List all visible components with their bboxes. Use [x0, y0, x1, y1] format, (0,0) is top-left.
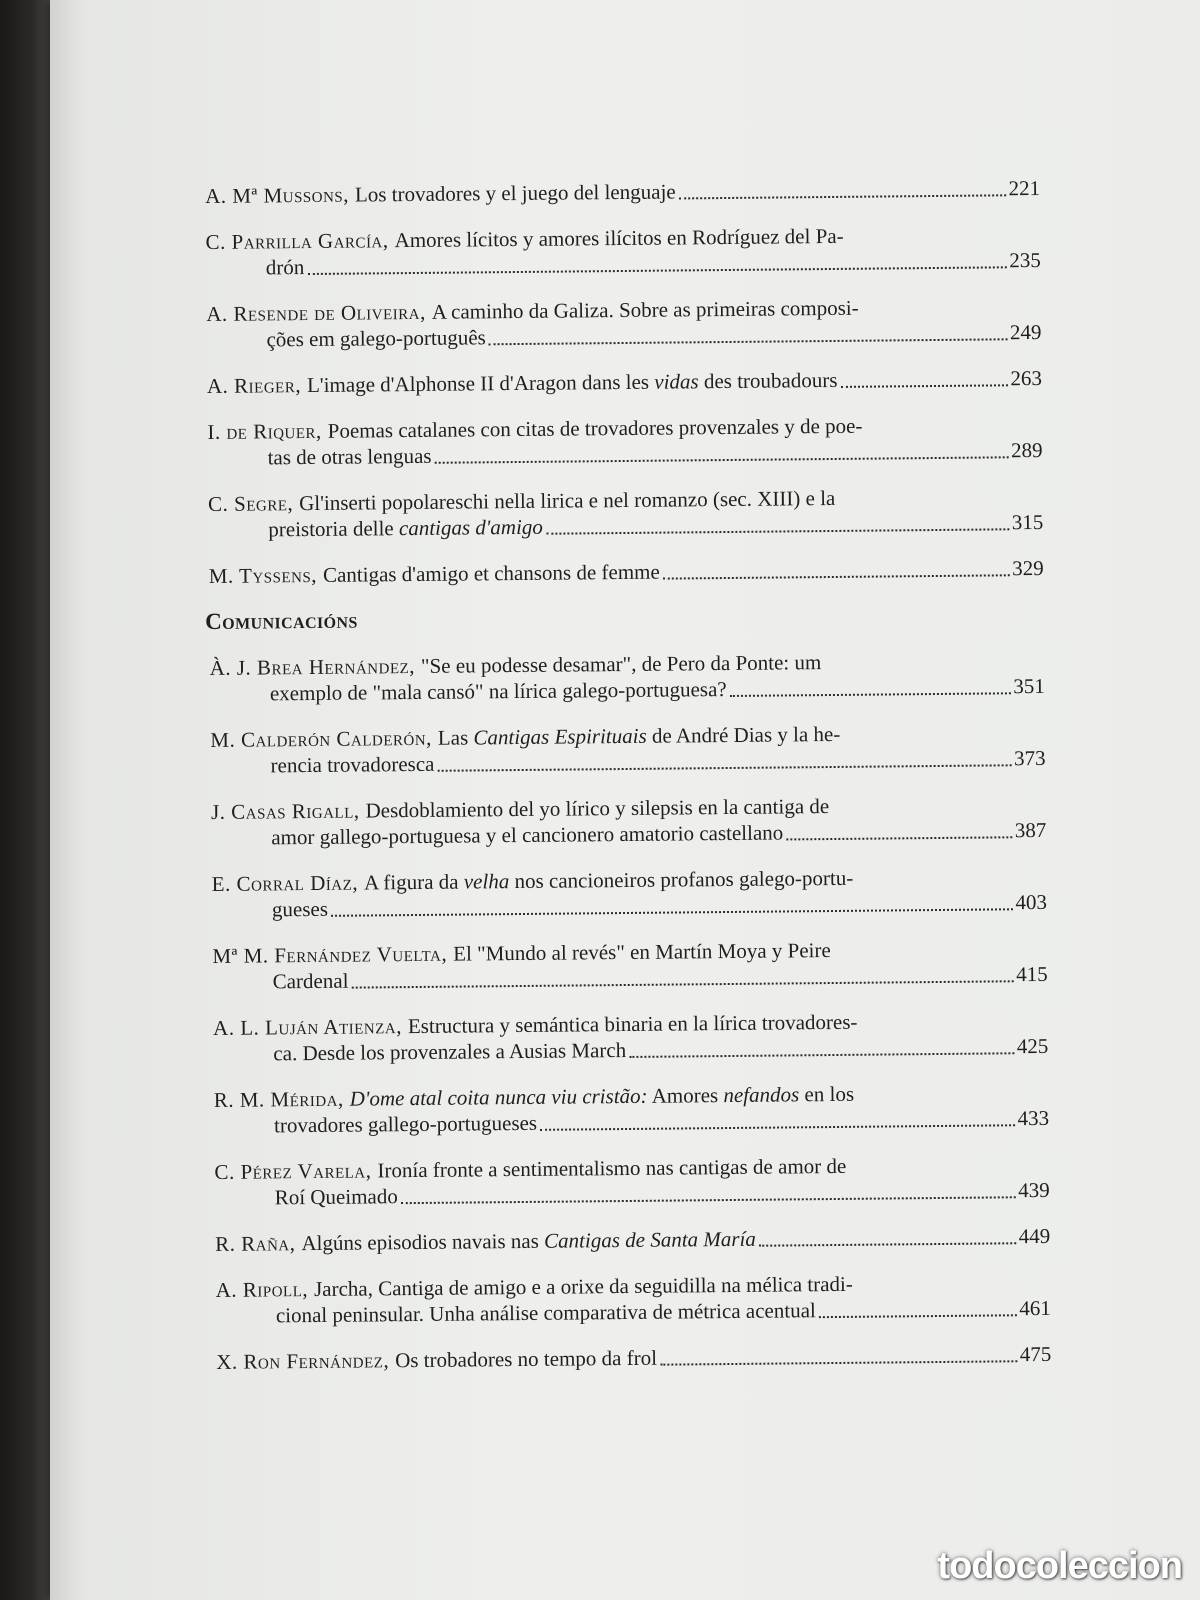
entry-title: L'image d'Alphonse II d'Aragon dans les vidas des troubadours	[306, 367, 838, 398]
dot-leader	[679, 194, 1006, 199]
entry-page-number: 329	[1012, 555, 1044, 581]
entry-author: C. Pérez Varela,	[214, 1158, 372, 1184]
entry-author: X. Ron Fernández,	[216, 1348, 390, 1374]
toc-entry	[214, 1079, 1049, 1139]
entry-title: Desdoblamiento del yo lírico y silepsis en la cantiga de	[365, 794, 830, 823]
entry-author: A. Rieger,	[206, 373, 302, 398]
toc-entry-line	[207, 365, 1042, 399]
entry-author: R. Raña,	[215, 1231, 296, 1256]
dot-leader	[759, 1242, 1016, 1246]
entry-page-number: 403	[1015, 889, 1048, 915]
entry-page-number: 449	[1018, 1223, 1051, 1249]
entry-title: D'ome atal coita nunca viu cristão: Amores nefandos en los	[349, 1081, 855, 1111]
entry-page-number: 461	[1019, 1295, 1051, 1321]
toc-list-ponencias	[205, 175, 1044, 589]
toc-entry	[212, 863, 1047, 923]
dot-leader	[546, 528, 1009, 534]
dot-leader	[331, 908, 1012, 917]
entry-title: cional peninsular. Unha análise comparativa de métrica acentual	[275, 1298, 816, 1328]
dot-leader	[352, 980, 1014, 988]
table-of-contents	[205, 175, 1052, 1395]
toc-entry	[215, 1223, 1050, 1257]
entry-author: E. Corral Díaz,	[211, 870, 359, 896]
dot-leader	[435, 456, 1009, 464]
entry-title: Os trobadores no tempo da frol	[395, 1345, 658, 1373]
dot-leader	[663, 574, 1009, 579]
entry-author: A. Mª Mussons,	[205, 182, 350, 208]
toc-entry-line	[215, 1223, 1050, 1257]
entry-author: M. Tyssens,	[208, 562, 318, 588]
toc-entry	[216, 1341, 1051, 1375]
entry-page-number: 433	[1017, 1105, 1050, 1131]
dot-leader	[401, 1196, 1015, 1204]
entry-title: trovadores gallego-portugueses	[273, 1110, 538, 1138]
dot-leader	[307, 266, 1006, 275]
entry-title: Algúns episodios navais nas Cantigas de Santa María	[301, 1226, 756, 1256]
dot-leader	[437, 764, 1011, 772]
entry-title: Cardenal	[272, 968, 349, 994]
entry-page-number: 289	[1010, 437, 1043, 463]
entry-author: Mª M. Fernández Vuelta,	[212, 941, 448, 968]
entry-author: A. Ripoll,	[215, 1277, 309, 1302]
entry-title: Cantigas d'amigo et chansons de femme	[322, 559, 660, 587]
section-heading: Comunicacións	[205, 607, 358, 635]
entry-title: Roí Queimado	[274, 1184, 398, 1210]
entry-page-number: 439	[1018, 1177, 1050, 1203]
entry-page-number: 235	[1009, 247, 1041, 273]
entry-title: drón	[265, 255, 305, 280]
entry-title: Estructura y semántica binaria en la lírica trovadores-	[407, 1009, 858, 1039]
dot-leader	[730, 692, 1011, 697]
watermark-logo: todocoleccion	[937, 1545, 1182, 1587]
toc-entry	[210, 647, 1045, 707]
entry-page-number: 315	[1011, 509, 1044, 535]
entry-title: rencia trovadoresca	[270, 751, 435, 778]
entry-title: amor gallego-portuguesa y el cancionero amatorio castellano	[271, 820, 784, 850]
entry-title: ca. Desde los provenzales a Ausias March	[273, 1037, 627, 1066]
entry-page-number: 387	[1014, 817, 1047, 843]
toc-entry-line	[216, 1341, 1051, 1375]
entry-page-number: 425	[1016, 1033, 1049, 1059]
dot-leader	[660, 1360, 1017, 1365]
toc-entry	[211, 791, 1046, 851]
toc-list-comunicacions	[210, 647, 1052, 1375]
dot-leader	[819, 1314, 1017, 1318]
entry-title: Las Cantigas Espirituais de André Dias y la he-	[437, 721, 841, 750]
entry-title: Amores lícitos y amores ilícitos en Rodríguez del Pa-	[394, 223, 844, 253]
entry-title: preistoria delle cantigas d'amigo	[268, 514, 543, 542]
toc-entry	[205, 221, 1040, 281]
toc-entry	[212, 935, 1047, 995]
toc-entry	[208, 483, 1043, 543]
toc-entry-line	[209, 555, 1044, 589]
toc-entry	[210, 719, 1045, 779]
entry-page-number: 221	[1008, 175, 1041, 201]
entry-page-number: 263	[1010, 365, 1043, 391]
toc-entry	[207, 411, 1042, 471]
entry-page-number: 249	[1009, 319, 1042, 345]
entry-title: A figura da velha nos cancioneiros profanos galego-portu-	[363, 865, 854, 895]
dot-leader	[489, 338, 1007, 345]
entry-title: tas de otras lenguas	[267, 443, 432, 470]
dot-leader	[786, 836, 1012, 840]
entry-title: "Se eu podesse desamar", de Pero da Ponte: um	[420, 650, 822, 678]
toc-entry	[214, 1151, 1049, 1211]
dot-leader	[629, 1052, 1014, 1058]
entry-author: À. J. Brea Hernández,	[209, 654, 416, 680]
entry-title: Gl'inserti popolareschi nella lirica e nel romanzo (sec. XIII) e la	[299, 485, 836, 516]
toc-entry	[213, 1007, 1048, 1067]
toc-entry	[216, 1269, 1051, 1329]
entry-title: Ironía fronte a sentimentalismo nas cantigas de amor de	[377, 1153, 847, 1183]
toc-entry	[206, 293, 1041, 353]
entry-author: A. L. Luján Atienza,	[212, 1014, 403, 1040]
entry-author: M. Calderón Calderón,	[210, 725, 432, 752]
entry-title: El "Mundo al revés" en Martín Moya y Peire	[453, 938, 831, 966]
entry-author: C. Parrilla García,	[205, 228, 389, 254]
entry-title: ções em galego-português	[266, 325, 486, 352]
entry-page-number: 415	[1016, 961, 1048, 987]
entry-title: exemplo de "mala cansó" na lírica galego-portuguesa?	[269, 677, 727, 706]
entry-author: I. de Riquer,	[207, 418, 322, 444]
entry-title: Los trovadores y el juego del lenguaje	[354, 179, 676, 207]
entry-page-number: 475	[1019, 1341, 1052, 1367]
entry-author: R. M. Mérida,	[213, 1086, 344, 1112]
entry-title: Jarcha, Cantiga de amigo e a orixe da seguidilla na mélica tradi-	[313, 1271, 853, 1302]
entry-title: A caminho da Galiza. Sobre as primeiras composi-	[431, 295, 859, 324]
entry-title: gueses	[271, 896, 329, 922]
dot-leader	[540, 1124, 1014, 1131]
toc-entry	[207, 365, 1042, 399]
entry-title: Poemas catalanes con citas de trovadores provenzales y de poe-	[327, 413, 863, 443]
entry-author: A. Resende de Oliveira,	[206, 299, 426, 326]
dot-leader	[840, 384, 1007, 388]
entry-author: C. Segre,	[207, 491, 294, 516]
entry-author: J. Casas Rigall,	[210, 798, 360, 824]
toc-entry	[209, 555, 1044, 589]
entry-page-number: 351	[1013, 673, 1045, 699]
entry-page-number: 373	[1013, 745, 1046, 771]
